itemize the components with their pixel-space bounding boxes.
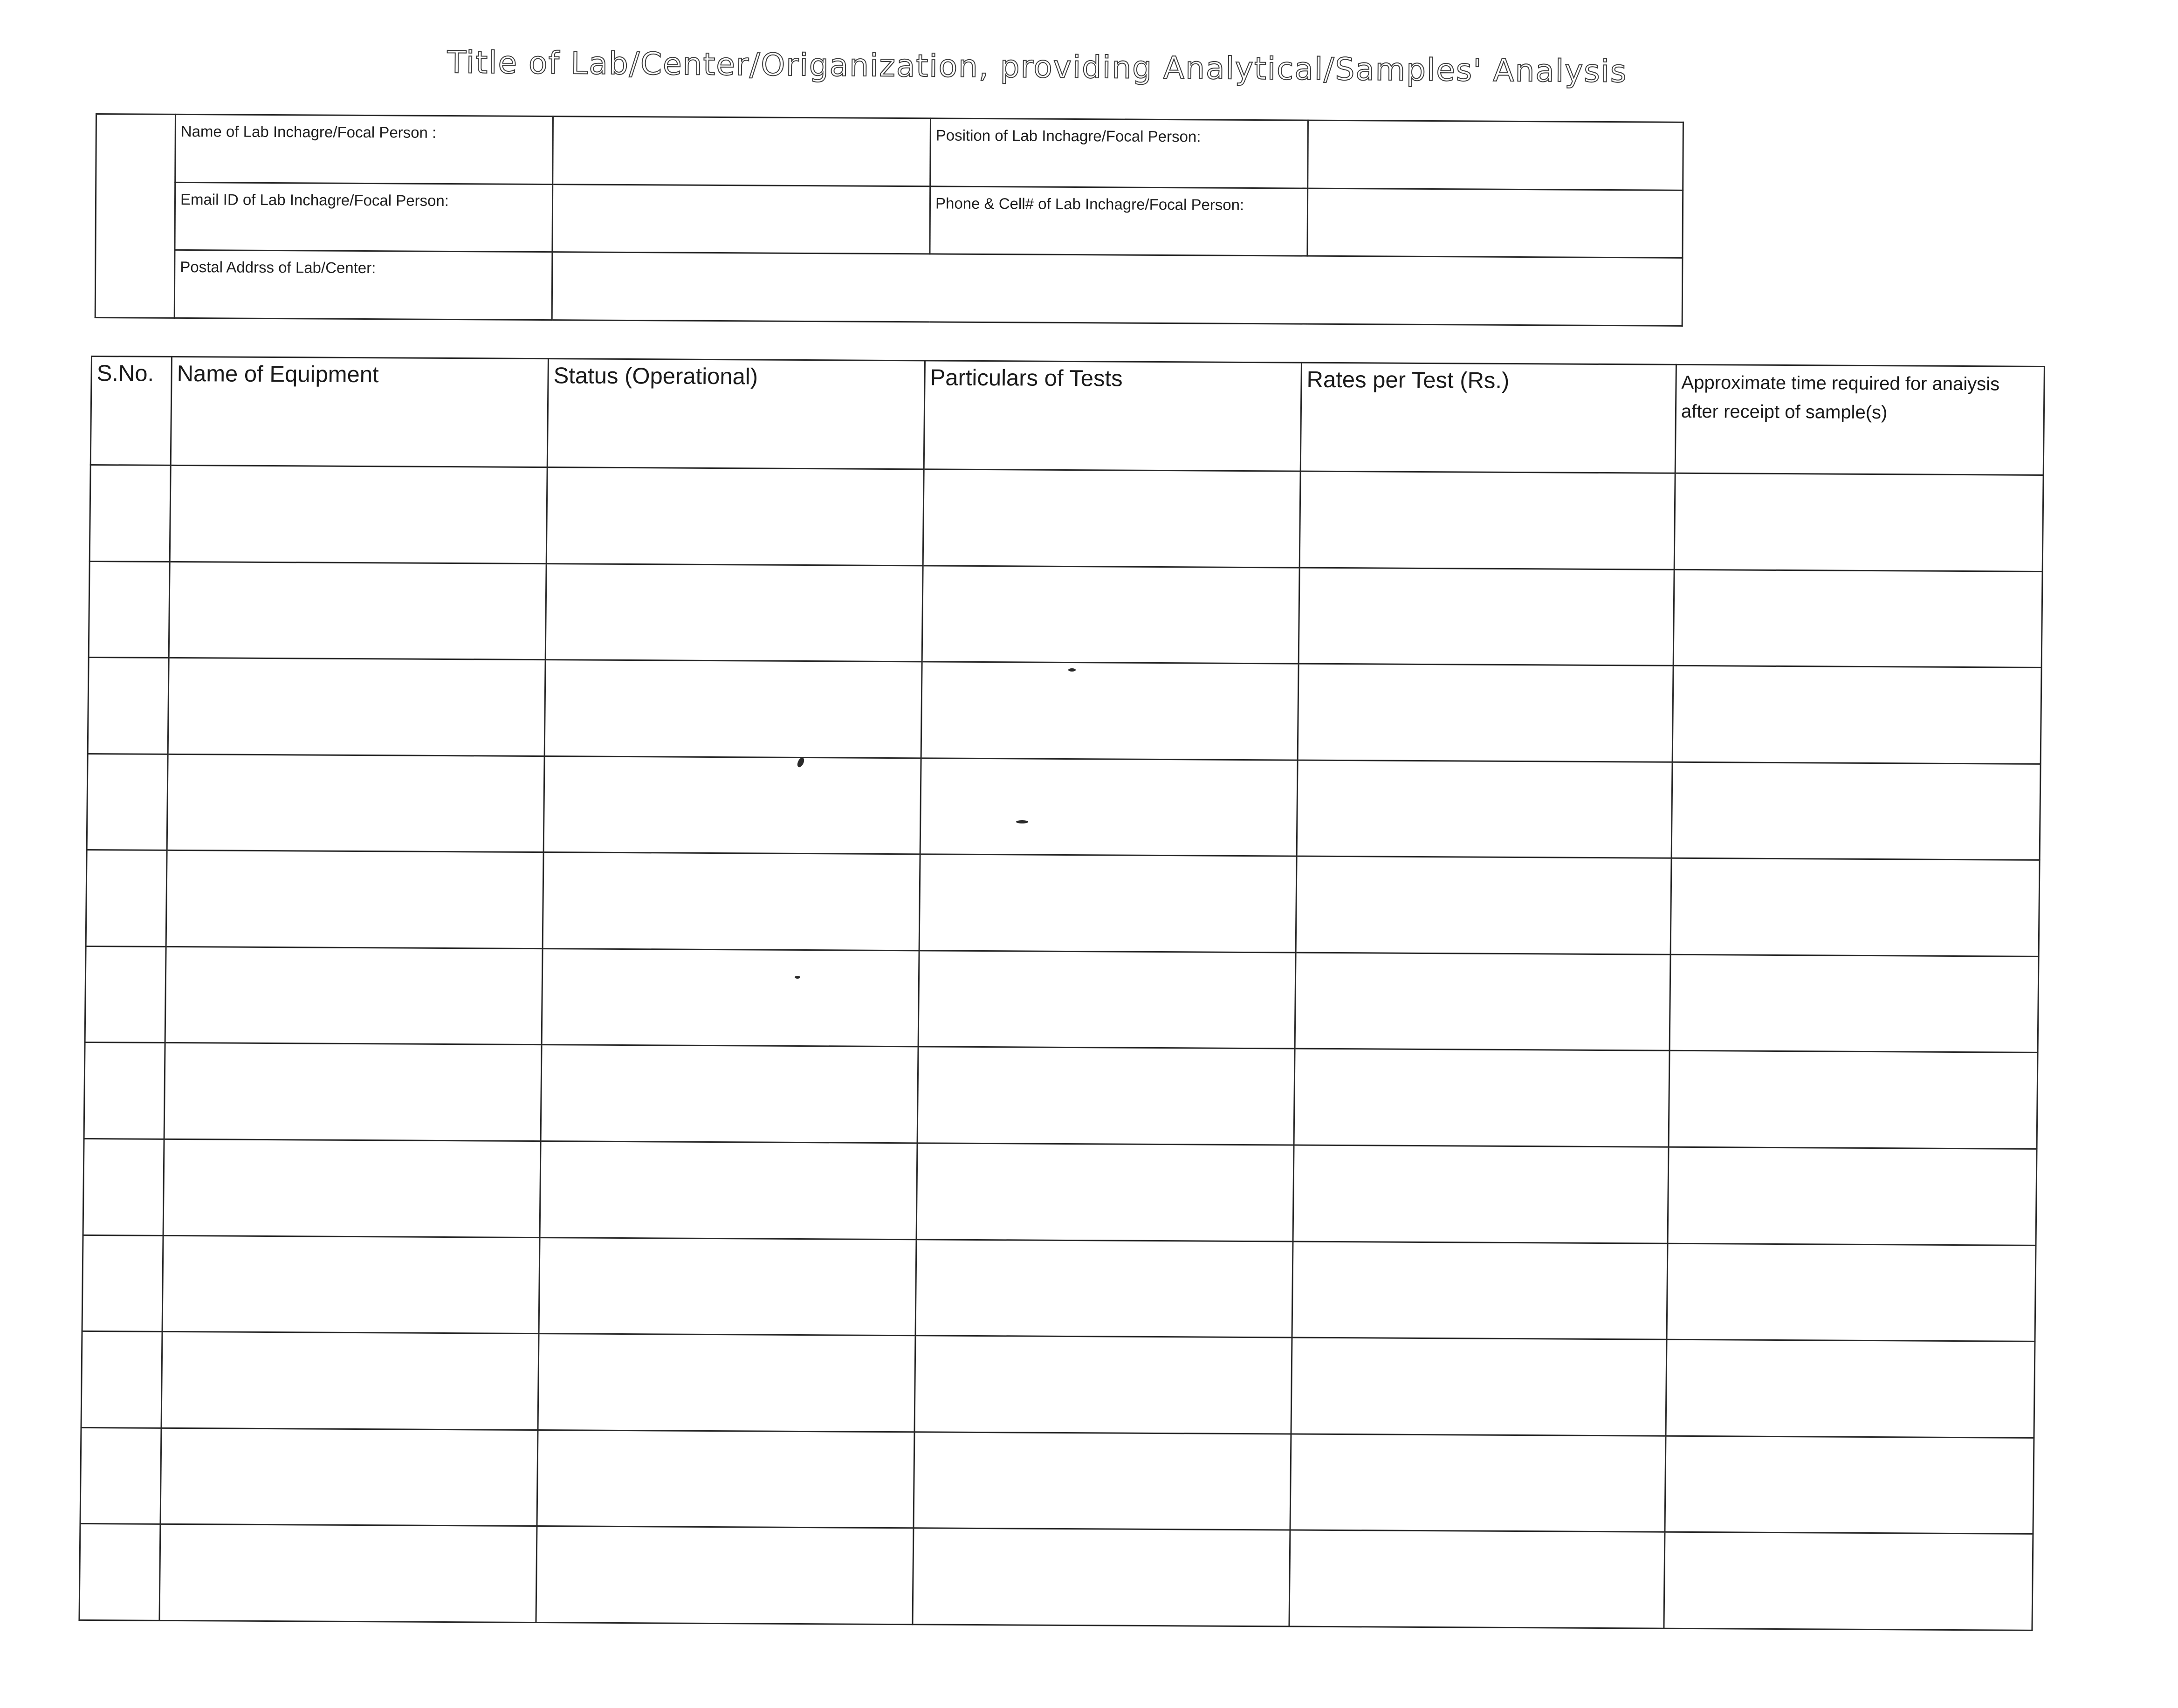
equipment-table-body [79, 465, 2043, 1630]
equipment-name-cell[interactable] [170, 465, 547, 563]
status-cell[interactable] [540, 1141, 917, 1240]
equipment-name-cell[interactable] [161, 1332, 539, 1430]
equipment-table [78, 356, 2045, 1631]
tests-cell[interactable] [916, 1143, 1294, 1242]
status-cell[interactable] [541, 1045, 918, 1143]
status-cell[interactable] [539, 1237, 916, 1336]
equipment-name-cell[interactable] [163, 1139, 541, 1237]
analysis-time-cell[interactable] [1668, 1147, 2037, 1245]
status-cell[interactable] [538, 1334, 915, 1432]
info-row-name-position [96, 114, 1683, 190]
lab-info-table [95, 113, 1684, 327]
serial-number-cell[interactable] [89, 561, 170, 658]
table-row [89, 465, 2043, 571]
tests-cell[interactable] [917, 1047, 1295, 1145]
rate-cell[interactable] [1292, 1242, 1668, 1340]
serial-number-cell[interactable] [79, 1524, 160, 1621]
position-field[interactable] [1308, 120, 1683, 190]
serial-number-cell[interactable] [87, 754, 168, 850]
email-field[interactable] [552, 184, 930, 254]
info-row-email-phone [96, 182, 1683, 258]
rate-cell[interactable] [1296, 856, 1671, 954]
tests-cell[interactable] [922, 565, 1299, 664]
table-row [81, 1331, 2035, 1438]
rate-cell[interactable] [1297, 760, 1672, 858]
table-row [89, 561, 2042, 668]
tests-cell[interactable] [919, 854, 1297, 953]
tests-cell[interactable] [921, 662, 1299, 760]
table-row [83, 1139, 2037, 1245]
info-row-address [95, 250, 1683, 326]
scan-speck [1016, 820, 1028, 823]
incharge-name-label: Name of Lab Inchagre/Focal Person : [175, 114, 553, 184]
column-header-serial-number: S.No. [90, 357, 172, 466]
analysis-time-cell[interactable] [1671, 762, 2041, 860]
table-row [79, 1524, 2033, 1631]
address-label: Postal Addrss of Lab/Center: [174, 250, 552, 320]
rate-cell[interactable] [1290, 1434, 1666, 1532]
equipment-name-cell[interactable] [162, 1235, 540, 1334]
status-cell[interactable] [543, 756, 921, 854]
analysis-time-cell[interactable] [1666, 1339, 2035, 1438]
analysis-time-cell[interactable] [1665, 1436, 2034, 1534]
status-cell[interactable] [537, 1430, 914, 1528]
tests-cell[interactable] [920, 758, 1298, 857]
analysis-time-cell[interactable] [1672, 665, 2041, 764]
page-title: Title of Lab/Center/Origanization, providing Analytical/Samples' Analysis [447, 44, 1628, 89]
serial-number-cell[interactable] [83, 1139, 164, 1235]
equipment-name-cell[interactable] [168, 658, 545, 756]
rate-cell[interactable] [1299, 471, 1675, 569]
column-header-analysis-time: Approximate time required for anaiysis after receipt of sample(s) [1675, 364, 2044, 475]
incharge-name-field[interactable] [553, 117, 931, 186]
serial-number-cell[interactable] [81, 1331, 162, 1428]
serial-number-cell[interactable] [84, 1043, 165, 1139]
table-row [86, 850, 2040, 957]
rate-cell[interactable] [1295, 953, 1670, 1051]
equipment-name-cell[interactable] [164, 1043, 542, 1141]
equipment-name-cell[interactable] [159, 1524, 537, 1623]
status-cell[interactable] [542, 948, 919, 1047]
tests-cell[interactable] [915, 1239, 1293, 1338]
phone-label: Phone & Cell# of Lab Inchagre/Focal Person: [930, 186, 1308, 256]
column-header-tests: Particulars of Tests [924, 361, 1301, 471]
serial-number-cell[interactable] [89, 465, 171, 561]
status-cell[interactable] [544, 660, 922, 758]
equipment-name-cell[interactable] [169, 562, 546, 660]
equipment-header-row [90, 357, 2044, 475]
analysis-time-cell[interactable] [1669, 1051, 2038, 1149]
tests-cell[interactable] [913, 1528, 1290, 1626]
phone-field[interactable] [1307, 188, 1683, 258]
address-field[interactable] [552, 252, 1683, 326]
column-header-status: Status (Operational) [547, 359, 925, 469]
rate-cell[interactable] [1293, 1145, 1669, 1243]
status-cell[interactable] [546, 467, 924, 566]
column-header-rates: Rates per Test (Rs.) [1300, 363, 1676, 473]
rate-cell[interactable] [1291, 1338, 1667, 1436]
rate-cell[interactable] [1299, 568, 1674, 666]
scan-speck [795, 976, 800, 979]
table-row [85, 946, 2039, 1053]
status-cell[interactable] [543, 852, 920, 951]
tests-cell[interactable] [923, 469, 1300, 568]
tests-cell[interactable] [914, 1432, 1291, 1530]
info-blank-margin-cell [95, 114, 175, 318]
analysis-time-cell[interactable] [1670, 954, 2039, 1053]
table-row [84, 1043, 2038, 1149]
status-cell[interactable] [545, 563, 923, 662]
equipment-name-cell[interactable] [160, 1428, 538, 1526]
equipment-name-cell[interactable] [167, 754, 544, 852]
rate-cell[interactable] [1298, 664, 1673, 762]
analysis-time-cell[interactable] [1674, 473, 2043, 571]
analysis-time-cell[interactable] [1664, 1532, 2033, 1631]
serial-number-cell[interactable] [85, 946, 166, 1043]
analysis-time-cell[interactable] [1673, 569, 2042, 668]
equipment-name-cell[interactable] [165, 947, 543, 1045]
rate-cell[interactable] [1289, 1530, 1665, 1628]
serial-number-cell[interactable] [86, 850, 167, 947]
table-row [87, 754, 2041, 860]
table-row [80, 1427, 2034, 1534]
serial-number-cell[interactable] [80, 1427, 161, 1524]
rate-cell[interactable] [1294, 1049, 1670, 1147]
serial-number-cell[interactable] [82, 1235, 163, 1331]
equipment-name-cell[interactable] [166, 851, 543, 949]
tests-cell[interactable] [914, 1336, 1292, 1434]
status-cell[interactable] [536, 1526, 914, 1625]
table-row [88, 658, 2041, 764]
position-label: Position of Lab Inchagre/Focal Person: [930, 118, 1308, 188]
column-header-equipment-name: Name of Equipment [171, 357, 548, 467]
analysis-time-cell[interactable] [1670, 858, 2040, 957]
analysis-time-cell[interactable] [1667, 1243, 2036, 1342]
tests-cell[interactable] [918, 951, 1296, 1049]
scan-speck [1068, 668, 1076, 672]
serial-number-cell[interactable] [88, 658, 169, 754]
email-label: Email ID of Lab Inchagre/Focal Person: [175, 182, 553, 252]
table-row [82, 1235, 2036, 1342]
